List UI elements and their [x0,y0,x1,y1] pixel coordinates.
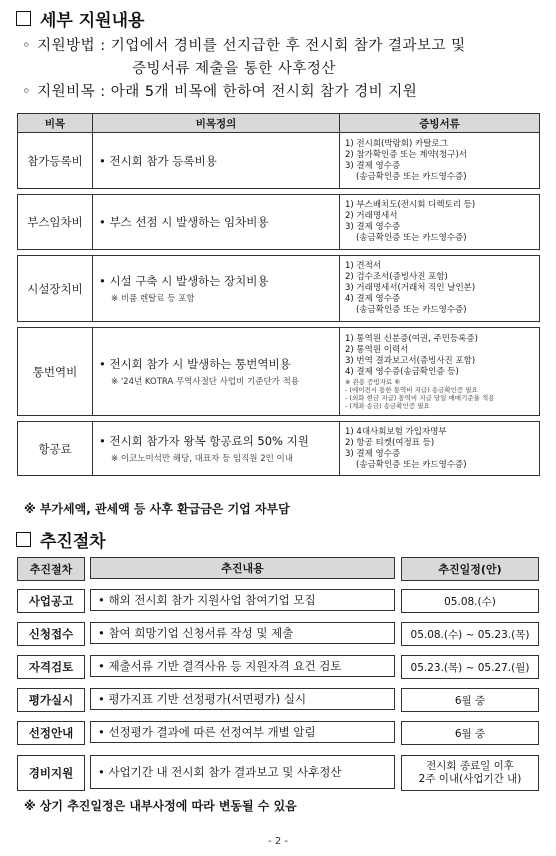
documents-cell: 1) 부스배치도(전시회 디렉토리 등) 2) 거래명세서 3) 결제 영수증 (송금확인증 또는 카드영수증) [340,195,540,250]
category-cell: 참가등록비 [18,133,93,189]
expense-table [17,113,540,476]
header-content: 추진내용 [90,557,395,579]
category-cell: 시설장치비 [18,256,93,322]
schedule-cell: 05.08.(수) [401,589,539,613]
section-title-support-details [16,6,144,31]
definition-note: ※ 이코노미석만 해당, 대표자 등 임직원 2인 이내 [111,454,293,464]
category-cell: 부스임차비 [18,195,93,250]
procedure-row [17,589,539,613]
schedule-cell: 전시회 종료일 이후 2주 이내(사업기간 내) [401,755,539,791]
step-cell: 경비지원 [17,755,85,791]
definition-cell: • 전시회 참가 등록비용 [93,133,340,189]
definition-note: ※ '24년 KOTRA 무역사절단 사업비 기준단가 적용 [111,377,300,387]
expense-table-header [18,114,540,133]
checkbox-square-icon [16,11,31,26]
content-cell: • 사업기간 내 전시회 참가 결과보고 및 사후정산 [90,755,395,789]
vat-note: ※ 부가세액, 관세액 등 사후 환급금은 기업 자부담 [24,502,290,516]
support-items-line: ◦ 지원비목 : 아래 5개 비목에 한하여 전시회 참가 경비 지원 [22,84,418,100]
table-row [18,422,540,476]
category-cell: 통번역비 [18,328,93,416]
category-cell: 항공료 [18,422,93,476]
documents-cell: 1) 4대사회보험 가입자명부 2) 항공 티켓(여정표 등) 3) 결제 영수증 (송금확인증 또는 카드영수증) [340,422,540,476]
page-number: - 2 - [268,836,288,847]
step-cell: 평가실시 [17,688,85,712]
content-cell: • 선정평가 결과에 따른 선정여부 개별 알림 [90,721,395,743]
definition-cell: • 부스 선점 시 발생하는 임차비용 [93,195,340,250]
schedule-note: ※ 상기 추진일정은 내부사정에 따라 변동될 수 있음 [24,799,297,813]
procedure-header [17,557,539,581]
schedule-cell: 05.08.(수) ~ 05.23.(목) [401,622,539,646]
checkbox-square-icon [16,532,31,547]
definition-cell: • 시설 구축 시 발생하는 장치비용 ※ 비품 렌탈료 등 포함 [93,256,340,322]
procedure-row [17,688,539,712]
documents-cell: 1) 통역원 신분증(여권, 주민등록증) 2) 통역원 이력서 3) 번역 결과보고서(증빙사진 포함) 4) 결제 영수증(송금확인증 등) ※ 관용 증빙자료 ⑥ - (에이전시 통한 통역비 지급) 송금확인증 필요 - (외화 현금 지급) 통역비 지급 당일 매매기준율 적용 - (계좌 송금) 송금확인증 필요 [340,328,540,416]
bullet-circle-icon: ◦ [22,84,32,100]
content-cell: • 참여 희망기업 신청서류 작성 및 제출 [90,622,395,644]
bullet-circle-icon: ◦ [22,38,32,54]
support-method-line2: 증빙서류 제출을 통한 사후정산 [132,61,336,77]
header-documents: 증빙서류 [340,114,540,133]
definition-cell: • 전시회 참가자 왕복 항공료의 50% 지원 ※ 이코노미석만 해당, 대표자 등 임직원 2인 이내 [93,422,340,476]
content-cell: • 해외 전시회 참가 지원사업 참여기업 모집 [90,589,395,611]
step-cell: 신청접수 [17,622,85,646]
section-title-procedure [16,527,106,552]
header-definition: 비목정의 [93,114,340,133]
header-category: 비목 [18,114,93,133]
procedure-row [17,655,539,679]
step-cell: 자격검토 [17,655,85,679]
content-cell: • 평가지표 기반 선정평가(서면평가) 실시 [90,688,395,710]
support-method-line1: ◦ 지원방법 : 기업에서 경비를 선지급한 후 전시회 참가 결과보고 및 [22,38,466,54]
table-row [18,195,540,250]
step-cell: 사업공고 [17,589,85,613]
header-schedule: 추진일정(안) [401,557,539,581]
definition-note: ※ 비품 렌탈료 등 포함 [111,294,195,304]
section-title-text: 세부 지원내용 [40,11,145,31]
table-row [18,133,540,189]
schedule-cell: 6월 중 [401,688,539,712]
definition-cell: • 전시회 참가 시 발생하는 통번역비용 ※ '24년 KOTRA 무역사절단 사업비 기준단가 적용 [93,328,340,416]
schedule-cell: 05.23.(목) ~ 05.27.(월) [401,655,539,679]
content-cell: • 제출서류 기반 결격사유 등 지원자격 요건 검토 [90,655,395,677]
procedure-row [17,721,539,745]
documents-cell: 1) 전시회(박람회) 카탈로그 2) 참가확인증 또는 계약(청구)서 3) 결제 영수증 (송금확인증 또는 카드영수증) [340,133,540,189]
section-title-text: 추진절차 [40,532,106,552]
documents-cell: 1) 견적서 2) 검수조서(증빙사진 포함) 3) 거래명세서(거래처 직인 날인본) 4) 결제 영수증 (송금확인증 또는 카드영수증) [340,256,540,322]
procedure-row [17,622,539,646]
procedure-row [17,755,539,791]
schedule-cell: 6월 중 [401,721,539,745]
header-step: 추진절차 [17,557,85,581]
table-row [18,256,540,322]
step-cell: 선정안내 [17,721,85,745]
table-row [18,328,540,416]
